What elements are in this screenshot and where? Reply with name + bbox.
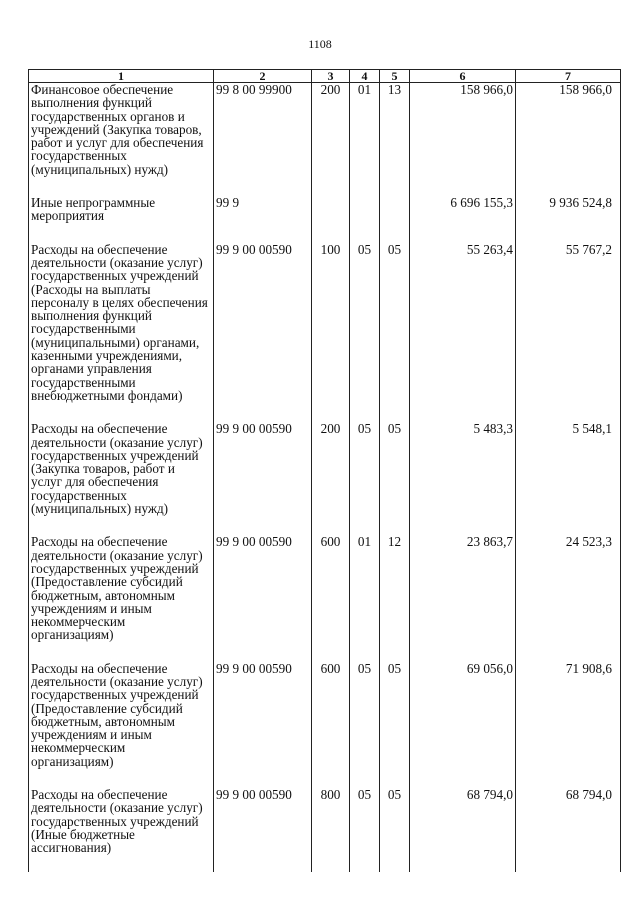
row-code: 99 9 00 00590 bbox=[214, 785, 312, 871]
row-name: Расходы на обеспечение деятельности (оказание услуг) государственных учреждений (Иные бюджетные ассигнования) bbox=[29, 785, 214, 871]
row-pr bbox=[380, 193, 410, 240]
row-sum-1: 23 863,7 bbox=[410, 532, 516, 658]
row-vr: 200 bbox=[312, 419, 350, 532]
row-vr: 600 bbox=[312, 532, 350, 658]
row-pr: 05 bbox=[380, 659, 410, 785]
row-code: 99 9 bbox=[214, 193, 312, 240]
row-code: 99 9 00 00590 bbox=[214, 419, 312, 532]
budget-table bbox=[28, 69, 621, 872]
table-row bbox=[29, 785, 621, 871]
row-sum-2: 5 548,1 bbox=[516, 419, 621, 532]
row-name: Расходы на обеспечение деятельности (оказание услуг) государственных учреждений (Предоставление субсидий бюджетным, автономным учреждениям и иным некоммерческим организациям) bbox=[29, 532, 214, 658]
table-row bbox=[29, 419, 621, 532]
row-rz: 01 bbox=[350, 532, 380, 658]
table-row bbox=[29, 659, 621, 785]
row-name: Иные непрограммные мероприятия bbox=[29, 193, 214, 240]
header-col-2: 2 bbox=[214, 70, 312, 83]
header-col-4: 4 bbox=[350, 70, 380, 83]
row-sum-1: 69 056,0 bbox=[410, 659, 516, 785]
row-sum-2: 71 908,6 bbox=[516, 659, 621, 785]
row-name: Расходы на обеспечение деятельности (оказание услуг) государственных учреждений (Предоставление субсидий бюджетным, автономным учреждениям и иным некоммерческим организациям) bbox=[29, 659, 214, 785]
row-rz: 05 bbox=[350, 659, 380, 785]
row-sum-1: 68 794,0 bbox=[410, 785, 516, 871]
row-pr: 05 bbox=[380, 240, 410, 420]
row-name: Финансовое обеспечение выполнения функций государственных органов и учреждений (Закупка товаров, работ и услуг для обеспечения государственных (муниципальных) нужд) bbox=[29, 83, 214, 194]
row-sum-1: 5 483,3 bbox=[410, 419, 516, 532]
row-sum-2: 158 966,0 bbox=[516, 83, 621, 194]
row-pr: 12 bbox=[380, 532, 410, 658]
row-rz bbox=[350, 193, 380, 240]
header-row bbox=[29, 70, 621, 83]
row-sum-2: 9 936 524,8 bbox=[516, 193, 621, 240]
row-vr: 100 bbox=[312, 240, 350, 420]
row-pr: 13 bbox=[380, 83, 410, 194]
row-rz: 05 bbox=[350, 419, 380, 532]
header-col-3: 3 bbox=[312, 70, 350, 83]
table-row bbox=[29, 193, 621, 240]
row-vr bbox=[312, 193, 350, 240]
row-sum-1: 6 696 155,3 bbox=[410, 193, 516, 240]
table-row bbox=[29, 83, 621, 194]
row-pr: 05 bbox=[380, 419, 410, 532]
row-code: 99 9 00 00590 bbox=[214, 532, 312, 658]
row-vr: 200 bbox=[312, 83, 350, 194]
row-code: 99 9 00 00590 bbox=[214, 659, 312, 785]
header-col-1: 1 bbox=[29, 70, 214, 83]
table-row bbox=[29, 532, 621, 658]
row-name: Расходы на обеспечение деятельности (оказание услуг) государственных учреждений (Расходы на выплаты персоналу в целях обеспечения выполнения функций государственными (муниципальными) органами, казенными учреждениями, органами управления государственными внебюджетными фондами) bbox=[29, 240, 214, 420]
row-vr: 600 bbox=[312, 659, 350, 785]
header-col-7: 7 bbox=[516, 70, 621, 83]
header-col-5: 5 bbox=[380, 70, 410, 83]
row-sum-2: 55 767,2 bbox=[516, 240, 621, 420]
row-rz: 05 bbox=[350, 785, 380, 871]
page-number: 1108 bbox=[308, 37, 332, 51]
row-sum-1: 158 966,0 bbox=[410, 83, 516, 194]
row-rz: 01 bbox=[350, 83, 380, 194]
row-pr: 05 bbox=[380, 785, 410, 871]
row-name: Расходы на обеспечение деятельности (оказание услуг) государственных учреждений (Закупка товаров, работ и услуг для обеспечения государственных (муниципальных) нужд) bbox=[29, 419, 214, 532]
row-sum-2: 24 523,3 bbox=[516, 532, 621, 658]
row-code: 99 8 00 99900 bbox=[214, 83, 312, 194]
row-code: 99 9 00 00590 bbox=[214, 240, 312, 420]
table-row bbox=[29, 240, 621, 420]
row-rz: 05 bbox=[350, 240, 380, 420]
header-col-6: 6 bbox=[410, 70, 516, 83]
row-sum-1: 55 263,4 bbox=[410, 240, 516, 420]
row-vr: 800 bbox=[312, 785, 350, 871]
row-sum-2: 68 794,0 bbox=[516, 785, 621, 871]
